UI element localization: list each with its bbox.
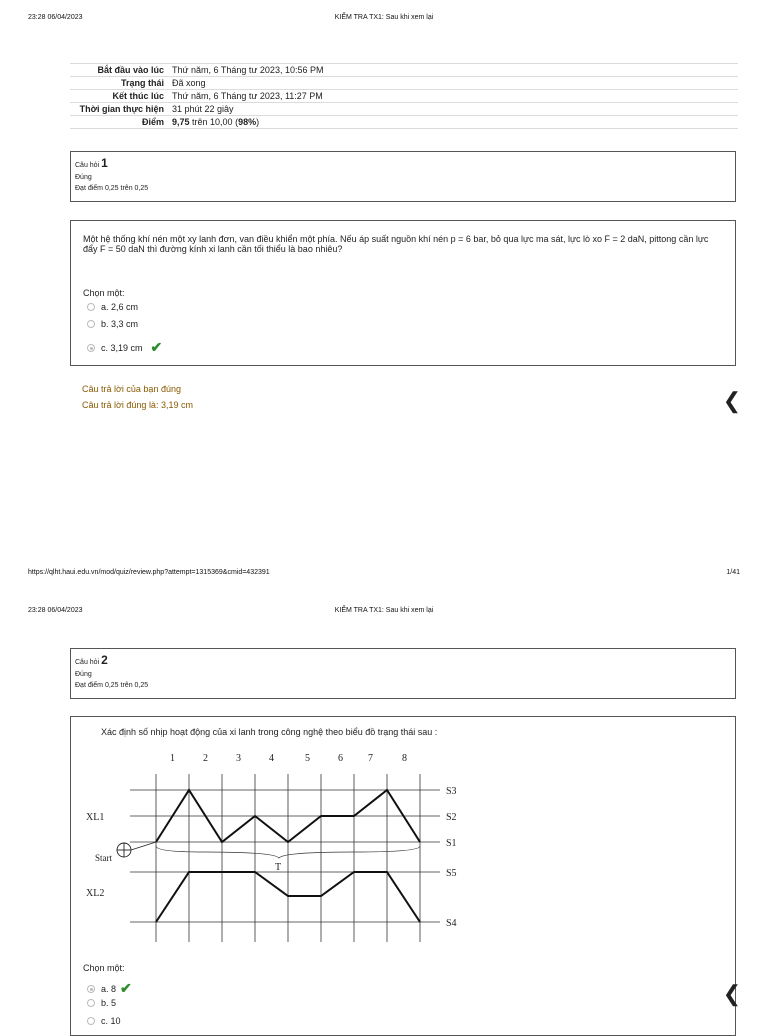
question-info-1 — [70, 151, 736, 202]
grade-score: 9,75 — [172, 117, 190, 127]
feedback-answer: Câu trả lời đúng là: 3,19 cm — [82, 400, 193, 410]
radio-button[interactable] — [87, 999, 95, 1007]
summary-label: Thời gian thực hiện — [79, 104, 164, 114]
step-label: 4 — [269, 753, 274, 764]
sensor-label: S4 — [446, 918, 457, 929]
radio-button[interactable] — [87, 303, 95, 311]
document-title: KIỂM TRA TX1: Sau khi xem lại — [334, 14, 434, 21]
attempt-summary — [70, 63, 738, 129]
print-timestamp: 23:28 06/04/2023 — [28, 607, 83, 614]
state-diagram — [84, 726, 474, 946]
summary-value: Thứ năm, 6 Tháng tư 2023, 10:56 PM — [172, 65, 324, 75]
sensor-label: S3 — [446, 786, 457, 797]
check-icon: ✔ — [120, 980, 132, 996]
choose-one-label: Chọn một: — [83, 288, 125, 298]
option-a[interactable] — [87, 980, 132, 997]
option-c[interactable] — [87, 339, 162, 356]
step-label: 2 — [203, 753, 208, 764]
question-number — [75, 653, 735, 667]
question-number-value: 1 — [101, 156, 108, 170]
summary-row-end — [70, 89, 738, 102]
step-label: 7 — [368, 753, 373, 764]
print-timestamp: 23:28 06/04/2023 — [28, 14, 83, 21]
question-text: Một hệ thống khí nén một xy lanh đơn, van điều khiển một phía. Nếu áp suất nguồn khí nén p = 6 bar, bỏ qua lực ma sát, lực lò xo F = 2 daN, pittong cần lực đẩy F = 50 daN thì đường kính xi lanh cần tối thiểu là bao nhiêu? — [83, 234, 709, 254]
summary-value: Thứ năm, 6 Tháng tư 2023, 11:27 PM — [172, 91, 323, 101]
summary-value — [172, 117, 738, 127]
grade-close: ) — [256, 117, 260, 127]
start-connector — [131, 842, 156, 850]
summary-row-duration — [70, 102, 738, 115]
start-label: Start — [95, 853, 112, 863]
step-label: 6 — [338, 753, 343, 764]
radio-button[interactable] — [87, 985, 95, 993]
summary-label: Kết thúc lúc — [112, 91, 164, 101]
sensor-label: S1 — [446, 838, 457, 849]
check-icon: ✔ — [150, 339, 163, 355]
chevron-left-icon[interactable]: ❮ — [722, 981, 742, 1006]
question-status: Đúng — [75, 174, 92, 181]
question-text: Xác định số nhịp hoạt động của xi lanh trong công nghệ theo biểu đồ trạng thái sau : — [101, 727, 438, 737]
question-content-1 — [70, 220, 736, 366]
chevron-left-icon[interactable]: ❮ — [722, 388, 742, 413]
sensor-label: S2 — [446, 812, 457, 823]
summary-label: Trạng thái — [120, 78, 164, 88]
grade-total: trên 10,00 ( — [189, 117, 239, 127]
page-number: 1/41 — [726, 569, 740, 576]
question-grade: Đạt điểm 0,25 trên 0,25 — [75, 682, 149, 689]
option-label: b. 5 — [101, 998, 117, 1008]
option-label: c. 10 — [101, 1016, 121, 1026]
question-number — [75, 156, 735, 170]
question-label: Câu hỏi — [75, 162, 100, 169]
question-grade: Đạt điểm 0,25 trên 0,25 — [75, 185, 149, 192]
feedback-correct: Câu trả lời của bạn đúng — [82, 384, 181, 394]
xl1-label: XL1 — [86, 812, 105, 823]
option-label: a. 2,6 cm — [101, 302, 139, 312]
option-a[interactable] — [87, 302, 138, 312]
period-label: T — [275, 862, 282, 873]
footer-url[interactable]: https://qlht.haui.edu.vn/mod/quiz/review.php?attempt=1315369&cmid=432391 — [28, 569, 270, 576]
step-label: 5 — [305, 753, 310, 764]
option-c[interactable] — [87, 1016, 121, 1026]
document-title: KIỂM TRA TX1: Sau khi xem lại — [334, 607, 434, 614]
summary-label: Bắt đầu vào lúc — [97, 65, 164, 75]
option-label: b. 3,3 cm — [101, 319, 139, 329]
question-number-value: 2 — [101, 653, 108, 667]
radio-button[interactable] — [87, 344, 95, 352]
summary-label: Điểm — [141, 117, 164, 127]
question-info-2 — [70, 648, 736, 699]
radio-button[interactable] — [87, 320, 95, 328]
question-label: Câu hỏi — [75, 659, 100, 666]
option-b[interactable] — [87, 319, 138, 329]
option-b[interactable] — [87, 998, 116, 1008]
sensor-label: S5 — [446, 868, 457, 879]
summary-row-status — [70, 76, 738, 89]
step-label: 3 — [236, 753, 241, 764]
grade-percent: 98% — [238, 117, 257, 127]
xl2-label: XL2 — [86, 888, 105, 899]
choose-one-label: Chọn một: — [83, 963, 125, 973]
step-label: 1 — [170, 753, 175, 764]
summary-row-start — [70, 63, 738, 76]
step-label: 8 — [402, 753, 407, 764]
question-status: Đúng — [75, 671, 92, 678]
option-label: c. 3,19 cm — [101, 342, 143, 353]
option-label: a. 8 — [101, 983, 117, 994]
summary-row-grade — [70, 115, 738, 129]
summary-value: 31 phút 22 giây — [172, 104, 234, 114]
summary-value: Đã xong — [172, 78, 206, 88]
